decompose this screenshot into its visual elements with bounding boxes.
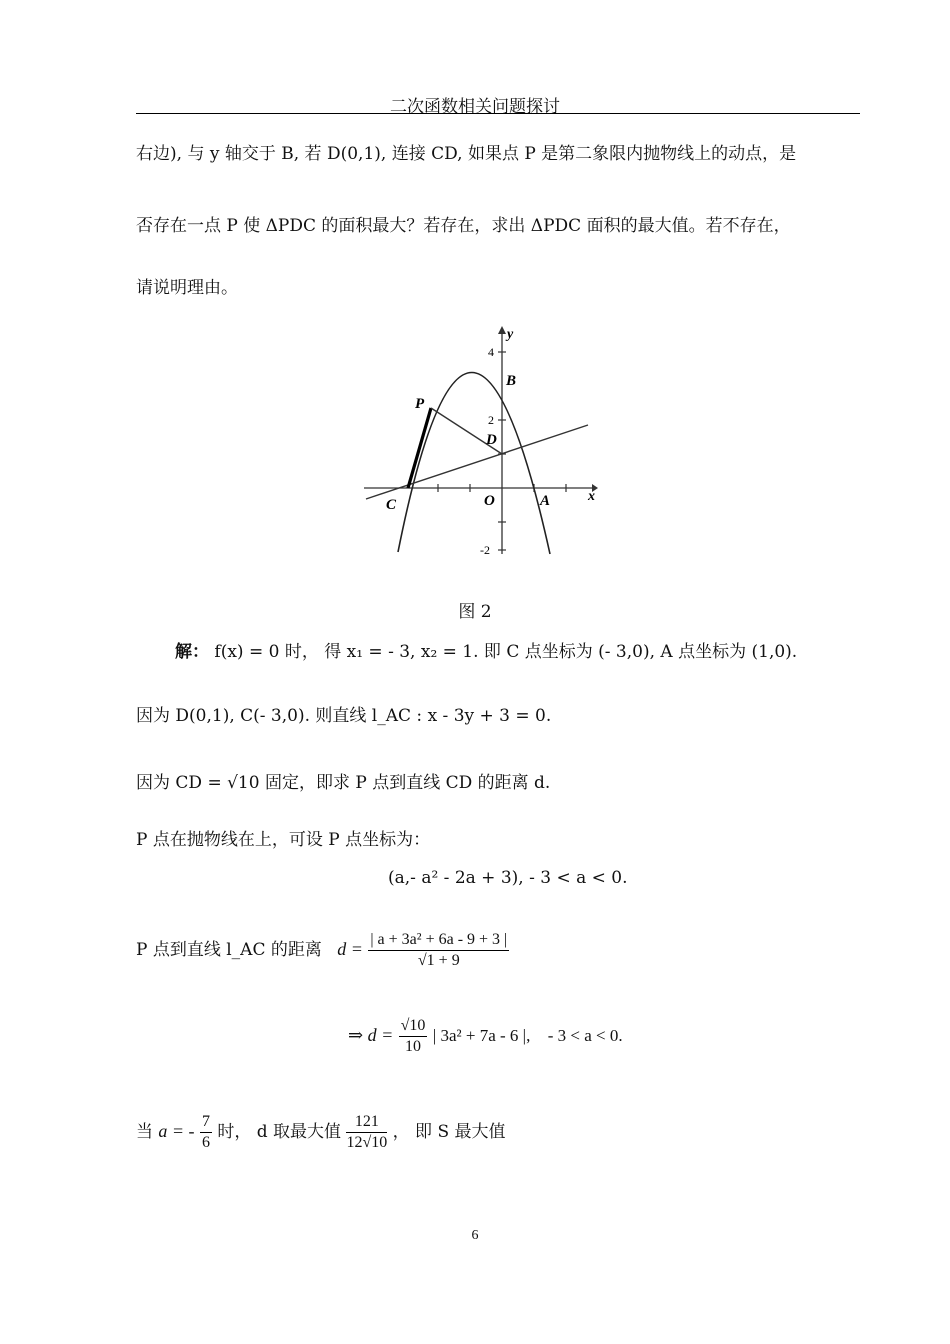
y-axis-label: y (507, 327, 514, 342)
parabola-figure (360, 322, 600, 560)
solution-line-4: P 点在抛物线在上，可设 P 点坐标为： (136, 830, 431, 850)
distance-fraction (368, 930, 509, 971)
max-s-text: ， 即 S 最大值 (392, 1122, 506, 1142)
solution-line-7 (348, 1016, 623, 1057)
distance-lhs: d = (337, 939, 363, 959)
a-value-fraction (200, 1112, 212, 1153)
problem-line-2: 否存在一点 P 使 ΔPDC 的面积最大？若存在，求出 ΔPDC 面积的最大值。若不存在， (136, 216, 791, 236)
page-header-title: 二次函数相关问题探讨 (390, 97, 560, 117)
solution-label: 解： (175, 642, 209, 662)
point-p-label: P (415, 396, 425, 412)
distance-prefix: P 点到直线 l_AC 的距离 (136, 940, 322, 960)
problem-line-3: 请说明理由。 (136, 278, 238, 298)
distance-numerator: | a + 3a² + 6a - 9 + 3 | (368, 930, 509, 951)
simplified-denominator: 10 (405, 1038, 422, 1055)
max-d-numerator: 121 (346, 1112, 387, 1133)
tick-label-neg2: -2 (480, 543, 490, 557)
x-axis-label: x (588, 489, 595, 504)
simplified-numerator: √10 (399, 1016, 428, 1037)
solution-line-8 (136, 1112, 506, 1153)
a-value-numerator: 7 (200, 1112, 212, 1133)
problem-line-1: 右边), 与 y 轴交于 B, 若 D(0,1), 连接 CD, 如果点 P 是第二象限内抛物线上的动点，是 (136, 144, 797, 164)
when-label: 当 (136, 1122, 153, 1142)
solution-line-6 (136, 930, 509, 971)
solution-line-2: 因为 D(0,1), C(- 3,0). 则直线 l_AC : x - 3y + 3 = 0. (136, 706, 552, 726)
a-value-lhs: a = - (158, 1121, 195, 1141)
point-d-label: D (486, 432, 497, 448)
header-rule (136, 113, 860, 114)
simplified-lhs: ⇒ d = (348, 1025, 394, 1045)
segment-pc (408, 408, 431, 488)
point-a-label: A (540, 493, 551, 509)
simplified-range: - 3 < a < 0. (547, 1026, 623, 1045)
solution-line-5: (a,- a² - 2a + 3), - 3 < a < 0. (388, 868, 628, 888)
origin-label: O (484, 493, 495, 509)
tick-label-4: 4 (488, 345, 494, 359)
a-value-denominator: 6 (201, 1134, 210, 1151)
y-axis-arrow (498, 326, 506, 334)
distance-denominator: √1 + 9 (417, 952, 460, 969)
solution-line-1 (175, 640, 797, 664)
point-c-label: C (386, 497, 397, 513)
figure-caption: 图 2 (458, 602, 492, 622)
max-d-text: 时， d 取最大值 (217, 1122, 342, 1142)
point-b-label: B (506, 373, 517, 389)
max-d-fraction (346, 1112, 387, 1153)
page-number: 6 (471, 1228, 479, 1243)
solution-line-3: 因为 CD = √10 固定，即求 P 点到直线 CD 的距离 d. (136, 773, 551, 793)
simplified-fraction (399, 1016, 428, 1057)
simplified-expression: | 3a² + 7a - 6 |, (432, 1026, 531, 1045)
tick-label-2: 2 (488, 413, 494, 427)
solution-roots: f(x) = 0 时， 得 x₁ = - 3, x₂ = 1. 即 C 点坐标为 (- 3,0), A 点坐标为 (1,0). (214, 642, 798, 662)
max-d-denominator: 12√10 (346, 1134, 388, 1151)
